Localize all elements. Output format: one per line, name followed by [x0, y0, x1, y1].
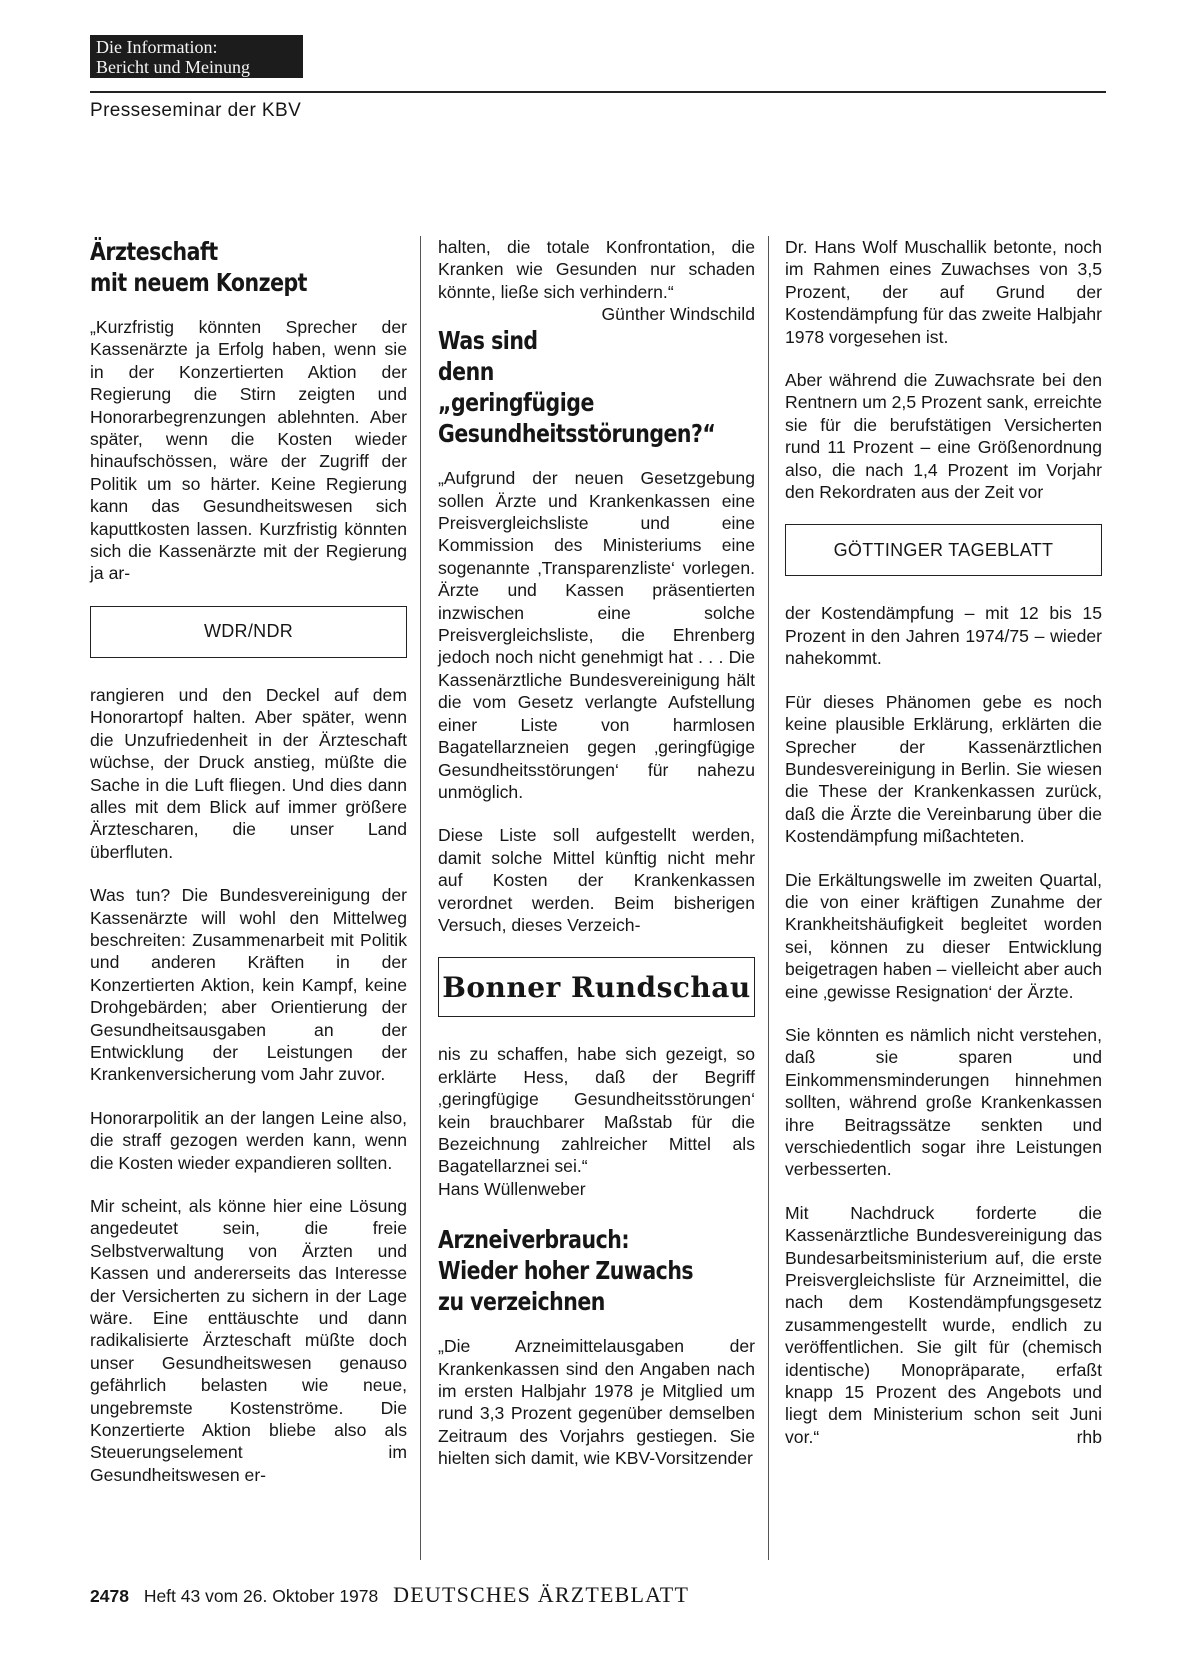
paragraph: Für dieses Phänomen gebe es noch keine plausible Erklärung, erklärten die Sprecher der Kassenärztlichen Bundesvereinigung in Berlin. Sie wiesen die These der Krankenkassen zurück, daß die Ärzte die Vereinbarung über die Kostendämpfung mißachteten.	[785, 691, 1102, 847]
paragraph: „Die Arzneimittelausgaben der Krankenkassen sind den Angaben nach im ersten Halbjahr 1978 je Mitglied um rund 3,3 Prozent gegenüber demselben Zeitraum des Vorjahrs gestiegen. Sie hielten sich damit, wie KBV-Vorsitzender	[438, 1336, 755, 1469]
paragraph: Diese Liste soll aufgestellt werden, damit solche Mittel künftig nicht mehr auf Kosten der Krankenkassen verordnet werden. Beim bisherigen Versuch, dieses Verzeich-	[438, 825, 755, 935]
paragraph: Mit Nachdruck forderte die Kassenärztliche Bundesvereinigung das Bundesarbeitsministerium auf, die erste Preisvergleichsliste für Arzneimittel, die nach dem Kostendämpfungsgesetz zusammengestellt wurde, endlich zu veröffentlichen. Sie gilt für (chemisch identische) Monopräparate, erfaßt knapp 15 Prozent des Angebots und liegt dem Ministerium schon seit Juni vor.“ rhb	[785, 1202, 1102, 1447]
column-2	[438, 236, 755, 1491]
paragraph: Aber während die Zuwachsrate bei den Rentnern um 2,5 Prozent sank, erreichte sie für die berufstätigen Versicherten rund 11 Prozent – eine Größenordnung also, die nach 1,4 Prozent im Vorjahr den Rekordraten aus der Zeit vor	[785, 370, 1102, 503]
page-footer	[90, 1582, 689, 1608]
article-headline: Ärzteschaft mit neuem Konzept	[90, 237, 307, 297]
issue-info: Heft 43 vom 26. Oktober 1978	[143, 1586, 379, 1606]
paragraph: Die Erkältungswelle im zweiten Quartal, die von einer kräftigen Zunahme der Krankheitshäufigkeit begleitet worden sei, können zu dieser Entwicklung beigetragen haben – vielleicht aber auch eine ‚gewisse Resignation‘ der Ärzte.	[785, 869, 1102, 1002]
source-box: GÖTTINGER TAGEBLATT	[785, 524, 1102, 576]
paragraph: „Kurzfristig könnten Sprecher der Kassenärzte ja Erfolg haben, wenn sie in der Konzertierten Aktion der Regierung die Stirn zeigten und Honorarbegrenzungen ablehnten. Aber später, wenn die Kosten wieder hinaufschössen, wäre der Zugriff der Politik um so härter. Keine Regierung kann das Gesundheitswesen sich kaputtkosten lassen. Kurzfristig könnten sich die Kassenärzte mit der Regierung ja ar-	[90, 317, 407, 584]
paragraph: halten, die totale Konfrontation, die Kranken wie Gesunden nur schaden könnte, ließe sich verhindern.“ Günther Windschild	[438, 237, 755, 325]
paragraph: „Aufgrund der neuen Gesetzgebung sollen Ärzte und Krankenkassen eine Preisvergleichsliste und eine Kommission des Ministeriums eine sogenannte ‚Transparenzliste‘ vorlegen. Ärzte und Kassen präsentierten inzwischen eine solche Preisvergleichsliste, die Ehrenberg jedoch noch nicht genehmigt hat . . . Die Kassenärztliche Bundesvereinigung hält die vom Gesetz verlangte Aufstellung einer Liste von harmlosen Bagatellarzneien gegen ‚geringfügige Gesundheitsstörungen‘ für nahezu unmöglich.	[438, 468, 755, 802]
header-rule	[90, 91, 1106, 93]
rubric: Presseseminar der KBV	[90, 100, 302, 121]
author-signature: rhb	[1076, 1426, 1102, 1447]
section-label-line2: Bericht und Meinung	[96, 57, 250, 77]
paragraph: nis zu schaffen, habe sich gezeigt, so erklärte Hess, daß der Begriff ‚geringfügige Gesundheitsstörungen‘ kein brauchbarer Maßstab für die Bezeichnung zahlreicher Mittel als Bagatellarznei sei.“	[438, 1044, 755, 1177]
paragraph: Honorarpolitik an der langen Leine also, die straff gezogen werden kann, wenn die Kosten wieder expandieren sollten.	[90, 1107, 407, 1173]
author-signature: Günther Windschild	[601, 304, 755, 325]
paragraph: Sie könnten es nämlich nicht verstehen, daß sie sparen und Einkommensminderungen hinnehmen sollten, während große Krankenkassen ihre Beitragssätze senkten und verschiedentlich sogar ihre Leistungen verbesserten.	[785, 1024, 1102, 1180]
column-divider	[420, 236, 421, 1560]
column-divider	[768, 236, 769, 1560]
paragraph: Mir scheint, als könne hier eine Lösung angedeutet sein, die freie Selbstverwaltung von Ärzten und Kassen und andererseits das Interesse der Versicherten zu sichern in der Lage wäre. Eine enttäuschte und dann radikalisierte Ärzteschaft müßte doch unser Gesundheitswesen genauso gefährlich belasten wie neue, ungebremste Kostenströme. Die Konzertierte Aktion bliebe also als Steuerungselement im Gesundheitswesen er-	[90, 1196, 407, 1485]
author-signature: Hans Wüllenweber	[438, 1178, 586, 1199]
section-label-line1: Die Information:	[96, 37, 218, 57]
column-1	[90, 236, 407, 1507]
column-3	[785, 236, 1102, 1469]
source-box: Bonner Rundschau	[438, 957, 755, 1017]
article-headline: Was sind denn „geringfügige Gesundheitsstörungen?“	[438, 326, 716, 449]
paragraph: rangieren und den Deckel auf dem Honorartopf halten. Aber später, wenn die Unzufriedenheit in der Ärzteschaft wüchse, der Druck anstieg, müßte die Sache in die Luft fliegen. Und dies dann alles mit dem Blick auf immer größere Ärztescharen, die unser Land überfluten.	[90, 684, 407, 862]
paragraph: der Kostendämpfung – mit 12 bis 15 Prozent in den Jahren 1974/75 – wieder nahekommt.	[785, 603, 1102, 669]
source-box: WDR/NDR	[90, 606, 407, 658]
magazine-name: DEUTSCHES ÄRZTEBLATT	[393, 1582, 690, 1607]
section-label	[90, 35, 303, 78]
paragraph: Dr. Hans Wolf Muschallik betonte, noch im Rahmen eines Zuwachses von 3,5 Prozent, der auf Grund der Kostendämpfung für das zweite Halbjahr 1978 vorgesehen ist.	[785, 237, 1102, 347]
paragraph: Was tun? Die Bundesvereinigung der Kassenärzte will wohl den Mittelweg beschreiten: Zusammenarbeit mit Politik und anderen Kräften in der Konzertierten Aktion, kein Kampf, keine Drohgebärden; aber Orientierung der Gesundheitsausgaben an der Entwicklung der Leistungen der Krankenversicherung vom Jahr zuvor.	[90, 885, 407, 1085]
article-headline: Arzneiverbrauch: Wieder hoher Zuwachs zu verzeichnen	[438, 1225, 694, 1317]
page-number: 2478	[90, 1586, 129, 1606]
